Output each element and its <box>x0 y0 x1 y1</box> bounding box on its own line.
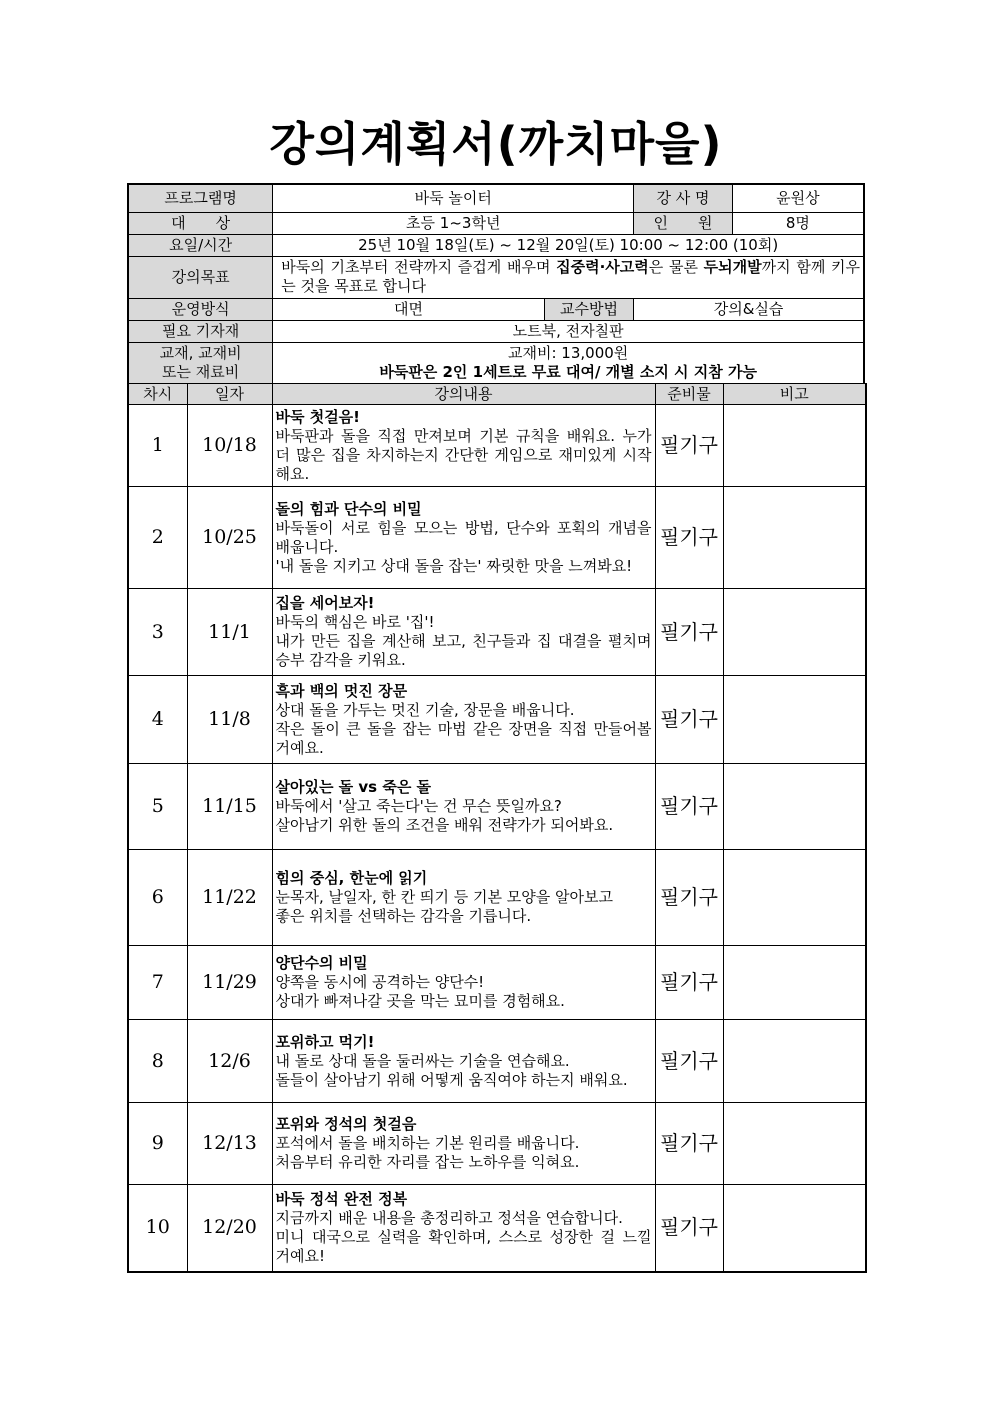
session-title: 흑과 백의 멋진 장문 <box>275 681 408 700</box>
session-description: 미니 대국으로 실력을 확인하며, 스스로 성장한 걸 느낄 거예요! <box>275 1227 652 1265</box>
program-value: 바둑 놀이터 <box>273 184 634 212</box>
session-prep: 필기구 <box>655 405 723 487</box>
program-label: 프로그램명 <box>128 184 273 212</box>
method-label: 교수방법 <box>544 298 634 320</box>
session-prep: 필기구 <box>655 764 723 850</box>
session-date: 10/25 <box>187 487 272 589</box>
session-row <box>128 405 866 487</box>
session-prep: 필기구 <box>655 676 723 764</box>
session-number: 5 <box>128 764 187 850</box>
session-description: 바둑의 핵심은 바로 '집'! <box>275 613 435 631</box>
session-content <box>272 676 655 764</box>
session-date: 12/6 <box>187 1020 272 1103</box>
session-note <box>723 1020 866 1103</box>
session-date: 11/22 <box>187 850 272 946</box>
session-row <box>128 946 866 1020</box>
col-prep-header: 준비물 <box>655 384 723 405</box>
session-date: 11/1 <box>187 589 272 676</box>
session-number: 2 <box>128 487 187 589</box>
session-date: 10/18 <box>187 405 272 487</box>
session-description: 처음부터 유리한 자리를 잡는 노하우를 익혀요. <box>275 1153 580 1171</box>
col-content-header: 강의내용 <box>272 384 655 405</box>
session-row <box>128 1185 866 1272</box>
session-title: 포위와 정석의 첫걸음 <box>275 1115 417 1133</box>
session-title: 양단수의 비밀 <box>275 954 368 972</box>
session-row <box>128 589 866 676</box>
session-content <box>272 946 655 1020</box>
material-label-line: 또는 재료비 <box>162 362 240 381</box>
session-title: 포위하고 먹기! <box>275 1032 375 1051</box>
session-row <box>128 1103 866 1185</box>
session-content <box>272 1103 655 1185</box>
session-prep: 필기구 <box>655 487 723 589</box>
goal-text: 은 물론 <box>648 258 704 276</box>
session-description: 지금까지 배운 내용을 총정리하고 정석을 연습합니다. <box>275 1208 623 1227</box>
schedule-label: 요일/시간 <box>128 234 273 256</box>
session-description: 좋은 위치를 선택하는 감각을 기릅니다. <box>275 907 532 925</box>
session-number: 3 <box>128 589 187 676</box>
session-description: 내 돌로 상대 돌을 둘러싸는 기술을 연습해요. <box>275 1051 570 1070</box>
session-title: 돌의 힘과 단수의 비밀 <box>275 499 422 518</box>
session-description: 살아남기 위한 돌의 조건을 배워 전략가가 되어봐요. <box>275 816 614 834</box>
session-content <box>272 850 655 946</box>
session-content <box>272 589 655 676</box>
session-prep: 필기구 <box>655 850 723 946</box>
col-note-header: 비고 <box>723 384 866 405</box>
instructor-value: 윤원상 <box>732 184 864 212</box>
session-row <box>128 487 866 589</box>
session-content <box>272 764 655 850</box>
session-description: 내가 만든 집을 계산해 보고, 친구들과 집 대결을 펼치며 승부 감각을 키워요. <box>275 632 652 669</box>
schedule-value: 25년 10월 18일(토) ~ 12월 20일(토) 10:00 ~ 12:00 (10회) <box>273 234 864 256</box>
session-title: 힘의 중심, 한눈에 읽기 <box>275 869 428 887</box>
session-date: 12/13 <box>187 1103 272 1185</box>
material-fee: 교재비: 13,000원 <box>508 343 629 362</box>
goal-value <box>273 256 864 298</box>
instructor-label: 강 사 명 <box>634 184 733 212</box>
document-title: 강의계획서(까치마을) <box>269 117 723 171</box>
session-prep: 필기구 <box>655 946 723 1020</box>
session-description: 양쪽을 동시에 공격하는 양단수! <box>275 973 485 991</box>
session-number: 10 <box>128 1185 187 1272</box>
session-date: 11/29 <box>187 946 272 1020</box>
session-prep: 필기구 <box>655 589 723 676</box>
goal-highlight-focus: 집중력·사고력 <box>556 258 649 276</box>
sessions-header-row <box>128 384 866 405</box>
session-number: 9 <box>128 1103 187 1185</box>
people-value: 8명 <box>732 212 864 234</box>
session-number: 7 <box>128 946 187 1020</box>
equipment-value: 노트북, 전자칠판 <box>273 320 864 342</box>
sessions-table <box>127 383 867 1273</box>
session-prep: 필기구 <box>655 1185 723 1272</box>
operation-value: 대면 <box>273 298 544 320</box>
session-number: 1 <box>128 405 187 487</box>
session-content <box>272 487 655 589</box>
session-note <box>723 676 866 764</box>
equipment-label: 필요 기자재 <box>128 320 273 342</box>
session-row <box>128 676 866 764</box>
session-date: 12/20 <box>187 1185 272 1272</box>
material-label <box>128 342 273 384</box>
session-description: '내 돌을 지키고 상대 돌을 잡는' 짜릿한 맛을 느껴봐요! <box>275 556 633 575</box>
session-date: 11/15 <box>187 764 272 850</box>
material-value <box>273 342 864 384</box>
session-description: 바둑판과 돌을 직접 만져보며 기본 규칙을 배워요. 누가 더 많은 집을 차지하는지 간단한 게임으로 재미있게 시작해요. <box>275 426 652 483</box>
session-description: 작은 돌이 큰 돌을 잡는 마법 같은 장면을 직접 만들어볼 거예요. <box>275 719 652 757</box>
session-description: 상대 돌을 가두는 멋진 기술, 장문을 배웁니다. <box>275 700 575 719</box>
session-note <box>723 850 866 946</box>
session-title: 바둑 정석 완전 정복 <box>275 1189 408 1208</box>
target-value: 초등 1~3학년 <box>273 212 634 234</box>
method-value: 강의&실습 <box>634 298 864 320</box>
session-content <box>272 1185 655 1272</box>
session-note <box>723 1103 866 1185</box>
session-description: 바둑돌이 서로 힘을 모으는 방법, 단수와 포획의 개념을 배웁니다. <box>275 518 652 556</box>
operation-label: 운영방식 <box>128 298 273 320</box>
session-description: 눈목자, 날일자, 한 칸 띄기 등 기본 모양을 알아보고 <box>275 888 613 906</box>
session-title: 집을 세어보자! <box>275 594 375 612</box>
session-prep: 필기구 <box>655 1103 723 1185</box>
col-date-header: 일자 <box>187 384 272 405</box>
lecture-plan-table <box>127 183 865 385</box>
session-title: 바둑 첫걸음! <box>275 407 361 426</box>
session-row <box>128 1020 866 1103</box>
session-date: 11/8 <box>187 676 272 764</box>
session-note <box>723 946 866 1020</box>
session-note <box>723 487 866 589</box>
goal-text: 바둑의 기초부터 전략까지 즐겁게 배우며 <box>281 258 557 276</box>
session-note <box>723 405 866 487</box>
goal-text: 까지 함께 키우는 것을 목표로 합니다 <box>281 258 860 295</box>
session-description: 포석에서 돌을 배치하는 기본 원리를 배웁니다. <box>275 1134 580 1152</box>
session-row <box>128 850 866 946</box>
session-note <box>723 589 866 676</box>
material-label-line: 교재, 교재비 <box>159 343 242 362</box>
goal-highlight-brain: 두뇌개발 <box>703 258 762 276</box>
target-label: 대 상 <box>128 212 273 234</box>
session-number: 4 <box>128 676 187 764</box>
people-label: 인 원 <box>634 212 733 234</box>
material-note: 바둑판은 2인 1세트로 무료 대여/ 개별 소지 시 지참 가능 <box>379 362 757 381</box>
session-content <box>272 405 655 487</box>
session-description: 상대가 빠져나갈 곳을 막는 묘미를 경험해요. <box>275 992 565 1010</box>
session-number: 8 <box>128 1020 187 1103</box>
session-content <box>272 1020 655 1103</box>
session-number: 6 <box>128 850 187 946</box>
session-prep: 필기구 <box>655 1020 723 1103</box>
session-note <box>723 1185 866 1272</box>
session-description: 바둑에서 '살고 죽는다'는 건 무슨 뜻일까요? <box>275 797 562 815</box>
goal-label: 강의목표 <box>128 256 273 298</box>
col-session-header: 차시 <box>128 384 187 405</box>
session-note <box>723 764 866 850</box>
session-description: 돌들이 살아남기 위해 어떻게 움직여야 하는지 배워요. <box>275 1070 628 1089</box>
session-title: 살아있는 돌 vs 죽은 돌 <box>275 778 432 796</box>
session-row <box>128 764 866 850</box>
